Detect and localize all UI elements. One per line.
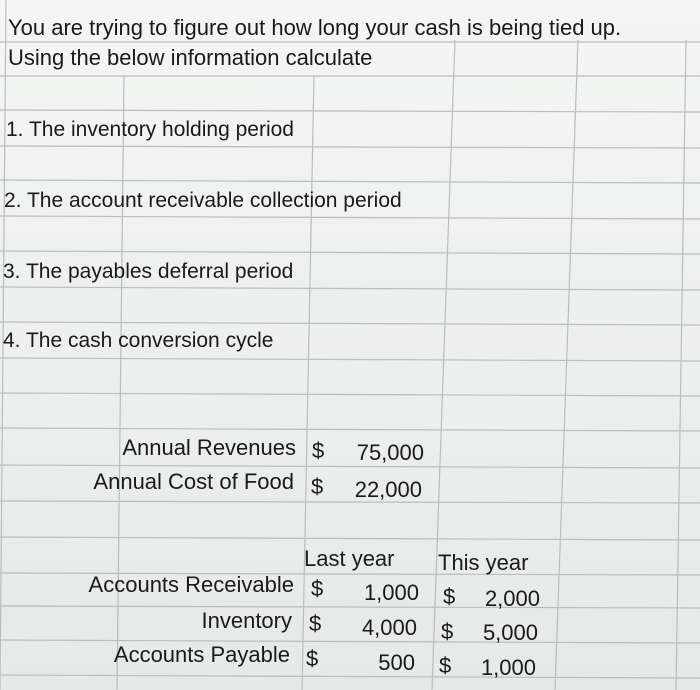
- intro-line-1: You are trying to figure out how long your cash is being tied up.: [8, 15, 622, 40]
- inv-this-currency: $: [441, 619, 454, 644]
- ap-last-value: 500: [378, 650, 415, 675]
- ap-this-currency: $: [439, 653, 452, 678]
- annual-revenues-label: Annual Revenues: [122, 435, 296, 460]
- intro-line-2: Using the below information calculate: [8, 45, 373, 70]
- ar-this-currency: $: [443, 584, 456, 609]
- ap-last-currency: $: [306, 646, 319, 671]
- annual-revenues-value: 75,000: [356, 440, 424, 465]
- ar-this-value: 2,000: [484, 586, 540, 611]
- header-this-year: This year: [438, 550, 529, 575]
- question-4: 4. The cash conversion cycle: [3, 329, 274, 352]
- inv-last-value: 4,000: [361, 615, 417, 640]
- inv-last-currency: $: [309, 611, 322, 636]
- question-3: 3. The payables deferral period: [3, 260, 294, 283]
- question-2: 2. The account receivable collection period: [4, 189, 402, 212]
- header-last-year: Last year: [304, 546, 395, 571]
- ap-this-value: 1,000: [480, 655, 536, 680]
- annual-cost-currency: $: [311, 474, 324, 499]
- question-1: 1. The inventory holding period: [6, 118, 294, 141]
- row-label-accounts-receivable: Accounts Receivable: [88, 572, 294, 597]
- annual-revenues-currency: $: [312, 438, 325, 463]
- annual-cost-value: 22,000: [354, 477, 422, 502]
- annual-cost-label: Annual Cost of Food: [93, 469, 294, 494]
- inv-this-value: 5,000: [482, 620, 538, 645]
- ar-last-currency: $: [311, 576, 324, 601]
- row-label-accounts-payable: Accounts Payable: [113, 642, 290, 667]
- row-label-inventory: Inventory: [201, 608, 292, 633]
- ar-last-value: 1,000: [363, 580, 419, 605]
